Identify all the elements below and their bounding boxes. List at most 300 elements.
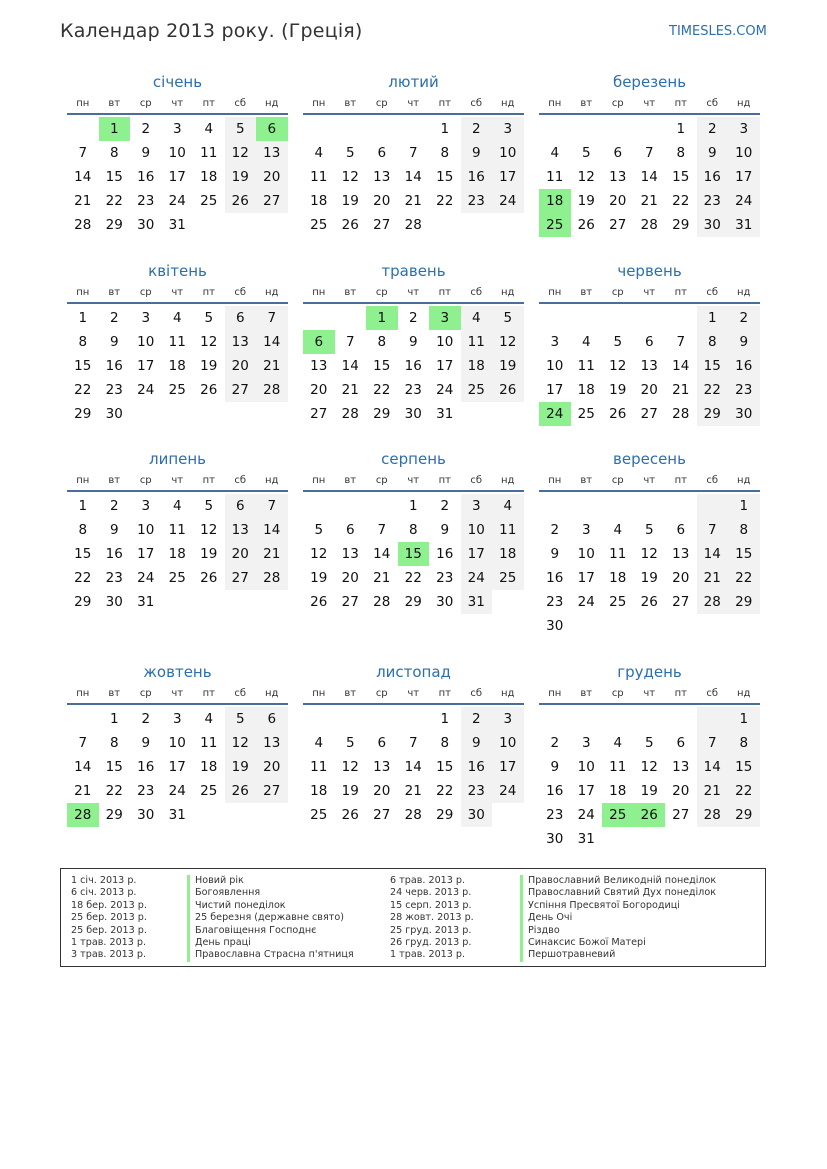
- day-cell[interactable]: 6: [256, 707, 288, 731]
- day-cell[interactable]: 14: [404, 169, 422, 185]
- day-cell[interactable]: 14: [373, 546, 391, 562]
- day-cell[interactable]: 25: [602, 803, 634, 827]
- day-cell[interactable]: 13: [225, 518, 257, 542]
- day-cell[interactable]: 15: [436, 759, 454, 775]
- day-cell[interactable]: 12: [310, 546, 328, 562]
- day-cell[interactable]: 23: [461, 189, 493, 213]
- day-cell[interactable]: 20: [225, 542, 257, 566]
- day-cell[interactable]: 22: [105, 193, 123, 209]
- day-cell[interactable]: 23: [137, 193, 155, 209]
- day-cell[interactable]: 13: [640, 358, 658, 374]
- day-cell[interactable]: 7: [697, 731, 729, 755]
- day-cell[interactable]: 24: [436, 382, 454, 398]
- day-cell[interactable]: 3: [429, 306, 461, 330]
- day-cell[interactable]: 4: [314, 735, 324, 751]
- day-cell[interactable]: 2: [461, 117, 493, 141]
- day-cell[interactable]: 27: [373, 807, 391, 823]
- day-cell[interactable]: 24: [168, 783, 186, 799]
- day-cell[interactable]: 11: [310, 169, 328, 185]
- day-cell[interactable]: 27: [609, 217, 627, 233]
- day-cell[interactable]: 5: [613, 334, 623, 350]
- day-cell[interactable]: 15: [398, 542, 430, 566]
- day-cell[interactable]: 17: [436, 358, 454, 374]
- day-cell[interactable]: 28: [373, 594, 391, 610]
- day-cell[interactable]: 6: [377, 145, 387, 161]
- day-cell[interactable]: 25: [200, 783, 218, 799]
- day-cell[interactable]: 18: [492, 542, 524, 566]
- day-cell[interactable]: 15: [373, 358, 391, 374]
- day-cell[interactable]: 14: [256, 330, 288, 354]
- day-cell[interactable]: 10: [461, 518, 493, 542]
- day-cell[interactable]: 10: [728, 141, 760, 165]
- day-cell[interactable]: 11: [200, 145, 218, 161]
- day-cell[interactable]: 4: [204, 711, 214, 727]
- day-cell[interactable]: 24: [137, 382, 155, 398]
- day-cell[interactable]: 1: [99, 117, 131, 141]
- day-cell[interactable]: 9: [109, 522, 119, 538]
- day-cell[interactable]: 24: [577, 807, 595, 823]
- day-cell[interactable]: 7: [408, 145, 418, 161]
- day-cell[interactable]: 10: [137, 522, 155, 538]
- day-cell[interactable]: 6: [377, 735, 387, 751]
- day-cell[interactable]: 26: [640, 594, 658, 610]
- day-cell[interactable]: 30: [546, 831, 564, 847]
- day-cell[interactable]: 8: [109, 145, 119, 161]
- day-cell[interactable]: 25: [539, 213, 571, 237]
- day-cell[interactable]: 21: [373, 570, 391, 586]
- day-cell[interactable]: 9: [408, 334, 418, 350]
- day-cell[interactable]: 12: [640, 759, 658, 775]
- day-cell[interactable]: 9: [440, 522, 450, 538]
- day-cell[interactable]: 29: [436, 807, 454, 823]
- day-cell[interactable]: 30: [546, 618, 564, 634]
- day-cell[interactable]: 6: [345, 522, 355, 538]
- day-cell[interactable]: 31: [577, 831, 595, 847]
- day-cell[interactable]: 19: [200, 546, 218, 562]
- day-cell[interactable]: 11: [461, 330, 493, 354]
- day-cell[interactable]: 13: [672, 546, 690, 562]
- day-cell[interactable]: 8: [377, 334, 387, 350]
- day-cell[interactable]: 30: [436, 594, 454, 610]
- day-cell[interactable]: 1: [109, 711, 119, 727]
- day-cell[interactable]: 20: [672, 783, 690, 799]
- day-cell[interactable]: 11: [546, 169, 564, 185]
- day-cell[interactable]: 24: [461, 566, 493, 590]
- day-cell[interactable]: 8: [440, 145, 450, 161]
- day-cell[interactable]: 28: [697, 590, 729, 614]
- day-cell[interactable]: 19: [640, 783, 658, 799]
- day-cell[interactable]: 12: [341, 759, 359, 775]
- day-cell[interactable]: 3: [492, 707, 524, 731]
- day-cell[interactable]: 8: [109, 735, 119, 751]
- day-cell[interactable]: 8: [78, 334, 88, 350]
- day-cell[interactable]: 10: [492, 141, 524, 165]
- day-cell[interactable]: 10: [546, 358, 564, 374]
- day-cell[interactable]: 5: [225, 117, 257, 141]
- day-cell[interactable]: 29: [728, 803, 760, 827]
- day-cell[interactable]: 29: [672, 217, 690, 233]
- day-cell[interactable]: 26: [634, 803, 666, 827]
- day-cell[interactable]: 26: [200, 570, 218, 586]
- day-cell[interactable]: 15: [697, 354, 729, 378]
- day-cell[interactable]: 16: [105, 546, 123, 562]
- day-cell[interactable]: 26: [200, 382, 218, 398]
- day-cell[interactable]: 27: [225, 378, 257, 402]
- day-cell[interactable]: 8: [728, 731, 760, 755]
- day-cell[interactable]: 29: [74, 406, 92, 422]
- day-cell[interactable]: 21: [341, 382, 359, 398]
- day-cell[interactable]: 26: [310, 594, 328, 610]
- day-cell[interactable]: 12: [200, 334, 218, 350]
- day-cell[interactable]: 2: [408, 310, 418, 326]
- day-cell[interactable]: 28: [697, 803, 729, 827]
- day-cell[interactable]: 23: [546, 594, 564, 610]
- day-cell[interactable]: 17: [137, 358, 155, 374]
- day-cell[interactable]: 1: [366, 306, 398, 330]
- day-cell[interactable]: 7: [644, 145, 654, 161]
- day-cell[interactable]: 5: [204, 310, 214, 326]
- day-cell[interactable]: 15: [74, 546, 92, 562]
- day-cell[interactable]: 9: [550, 546, 560, 562]
- day-cell[interactable]: 22: [74, 570, 92, 586]
- day-cell[interactable]: 3: [550, 334, 560, 350]
- day-cell[interactable]: 21: [256, 354, 288, 378]
- day-cell[interactable]: 31: [436, 406, 454, 422]
- day-cell[interactable]: 8: [78, 522, 88, 538]
- day-cell[interactable]: 22: [74, 382, 92, 398]
- day-cell[interactable]: 2: [440, 498, 450, 514]
- day-cell[interactable]: 24: [577, 594, 595, 610]
- day-cell[interactable]: 9: [550, 759, 560, 775]
- day-cell[interactable]: 21: [640, 193, 658, 209]
- day-cell[interactable]: 5: [492, 306, 524, 330]
- day-cell[interactable]: 6: [644, 334, 654, 350]
- day-cell[interactable]: 1: [78, 310, 88, 326]
- day-cell[interactable]: 8: [676, 145, 686, 161]
- day-cell[interactable]: 17: [546, 382, 564, 398]
- day-cell[interactable]: 30: [728, 402, 760, 426]
- day-cell[interactable]: 1: [440, 121, 450, 137]
- day-cell[interactable]: 13: [609, 169, 627, 185]
- day-cell[interactable]: 13: [373, 169, 391, 185]
- day-cell[interactable]: 23: [697, 189, 729, 213]
- day-cell[interactable]: 17: [461, 542, 493, 566]
- day-cell[interactable]: 13: [225, 330, 257, 354]
- day-cell[interactable]: 29: [105, 217, 123, 233]
- day-cell[interactable]: 8: [697, 330, 729, 354]
- day-cell[interactable]: 28: [404, 807, 422, 823]
- day-cell[interactable]: 4: [613, 522, 623, 538]
- day-cell[interactable]: 17: [577, 570, 595, 586]
- day-cell[interactable]: 26: [225, 189, 257, 213]
- day-cell[interactable]: 15: [728, 542, 760, 566]
- day-cell[interactable]: 12: [225, 141, 257, 165]
- day-cell[interactable]: 18: [609, 570, 627, 586]
- day-cell[interactable]: 3: [492, 117, 524, 141]
- day-cell[interactable]: 22: [436, 783, 454, 799]
- day-cell[interactable]: 28: [640, 217, 658, 233]
- day-cell[interactable]: 6: [303, 330, 335, 354]
- day-cell[interactable]: 19: [640, 570, 658, 586]
- day-cell[interactable]: 22: [105, 783, 123, 799]
- day-cell[interactable]: 31: [728, 213, 760, 237]
- day-cell[interactable]: 28: [341, 406, 359, 422]
- day-cell[interactable]: 22: [728, 566, 760, 590]
- day-cell[interactable]: 19: [341, 783, 359, 799]
- day-cell[interactable]: 11: [200, 735, 218, 751]
- day-cell[interactable]: 18: [168, 358, 186, 374]
- day-cell[interactable]: 27: [225, 566, 257, 590]
- day-cell[interactable]: 4: [581, 334, 591, 350]
- day-cell[interactable]: 1: [697, 306, 729, 330]
- day-cell[interactable]: 27: [256, 779, 288, 803]
- day-cell[interactable]: 24: [492, 189, 524, 213]
- day-cell[interactable]: 24: [728, 189, 760, 213]
- day-cell[interactable]: 3: [461, 494, 493, 518]
- day-cell[interactable]: 7: [697, 518, 729, 542]
- day-cell[interactable]: 28: [256, 566, 288, 590]
- day-cell[interactable]: 26: [341, 807, 359, 823]
- day-cell[interactable]: 9: [461, 141, 493, 165]
- day-cell[interactable]: 29: [373, 406, 391, 422]
- day-cell[interactable]: 31: [461, 590, 493, 614]
- day-cell[interactable]: 23: [461, 779, 493, 803]
- day-cell[interactable]: 23: [105, 570, 123, 586]
- day-cell[interactable]: 29: [105, 807, 123, 823]
- day-cell[interactable]: 3: [141, 310, 151, 326]
- day-cell[interactable]: 19: [609, 382, 627, 398]
- day-cell[interactable]: 27: [640, 406, 658, 422]
- day-cell[interactable]: 4: [314, 145, 324, 161]
- day-cell[interactable]: 28: [672, 406, 690, 422]
- day-cell[interactable]: 20: [609, 193, 627, 209]
- day-cell[interactable]: 12: [225, 731, 257, 755]
- day-cell[interactable]: 12: [577, 169, 595, 185]
- day-cell[interactable]: 16: [137, 759, 155, 775]
- day-cell[interactable]: 2: [141, 711, 151, 727]
- day-cell[interactable]: 7: [78, 735, 88, 751]
- day-cell[interactable]: 11: [310, 759, 328, 775]
- day-cell[interactable]: 17: [492, 165, 524, 189]
- day-cell[interactable]: 13: [256, 731, 288, 755]
- day-cell[interactable]: 2: [461, 707, 493, 731]
- day-cell[interactable]: 30: [105, 594, 123, 610]
- day-cell[interactable]: 18: [168, 546, 186, 562]
- day-cell[interactable]: 6: [676, 735, 686, 751]
- day-cell[interactable]: 17: [577, 783, 595, 799]
- day-cell[interactable]: 23: [137, 783, 155, 799]
- day-cell[interactable]: 20: [256, 755, 288, 779]
- day-cell[interactable]: 14: [74, 759, 92, 775]
- day-cell[interactable]: 16: [105, 358, 123, 374]
- day-cell[interactable]: 15: [728, 755, 760, 779]
- day-cell[interactable]: 16: [137, 169, 155, 185]
- day-cell[interactable]: 23: [105, 382, 123, 398]
- day-cell[interactable]: 18: [200, 759, 218, 775]
- day-cell[interactable]: 14: [672, 358, 690, 374]
- day-cell[interactable]: 1: [728, 494, 760, 518]
- day-cell[interactable]: 9: [697, 141, 729, 165]
- day-cell[interactable]: 29: [728, 590, 760, 614]
- day-cell[interactable]: 17: [492, 755, 524, 779]
- day-cell[interactable]: 12: [200, 522, 218, 538]
- day-cell[interactable]: 19: [200, 358, 218, 374]
- day-cell[interactable]: 5: [204, 498, 214, 514]
- day-cell[interactable]: 30: [697, 213, 729, 237]
- day-cell[interactable]: 26: [577, 217, 595, 233]
- day-cell[interactable]: 3: [172, 711, 182, 727]
- day-cell[interactable]: 2: [728, 306, 760, 330]
- day-cell[interactable]: 2: [550, 522, 560, 538]
- day-cell[interactable]: 14: [256, 518, 288, 542]
- day-cell[interactable]: 1: [676, 121, 686, 137]
- day-cell[interactable]: 9: [728, 330, 760, 354]
- day-cell[interactable]: 31: [168, 807, 186, 823]
- day-cell[interactable]: 7: [408, 735, 418, 751]
- day-cell[interactable]: 31: [137, 594, 155, 610]
- day-cell[interactable]: 20: [373, 783, 391, 799]
- day-cell[interactable]: 22: [373, 382, 391, 398]
- day-cell[interactable]: 19: [225, 755, 257, 779]
- day-cell[interactable]: 24: [492, 779, 524, 803]
- day-cell[interactable]: 10: [137, 334, 155, 350]
- day-cell[interactable]: 23: [404, 382, 422, 398]
- day-cell[interactable]: 25: [168, 382, 186, 398]
- day-cell[interactable]: 3: [172, 121, 182, 137]
- day-cell[interactable]: 16: [461, 755, 493, 779]
- day-cell[interactable]: 17: [168, 169, 186, 185]
- day-cell[interactable]: 30: [105, 406, 123, 422]
- day-cell[interactable]: 11: [577, 358, 595, 374]
- day-cell[interactable]: 19: [577, 193, 595, 209]
- day-cell[interactable]: 3: [728, 117, 760, 141]
- day-cell[interactable]: 30: [137, 217, 155, 233]
- day-cell[interactable]: 25: [492, 566, 524, 590]
- day-cell[interactable]: 11: [492, 518, 524, 542]
- day-cell[interactable]: 21: [672, 382, 690, 398]
- day-cell[interactable]: 5: [345, 735, 355, 751]
- day-cell[interactable]: 25: [310, 217, 328, 233]
- day-cell[interactable]: 16: [436, 546, 454, 562]
- brand-link[interactable]: TIMESLES.COM: [669, 24, 767, 39]
- day-cell[interactable]: 17: [137, 546, 155, 562]
- day-cell[interactable]: 18: [609, 783, 627, 799]
- day-cell[interactable]: 19: [310, 570, 328, 586]
- day-cell[interactable]: 7: [345, 334, 355, 350]
- day-cell[interactable]: 6: [225, 494, 257, 518]
- day-cell[interactable]: 18: [310, 783, 328, 799]
- day-cell[interactable]: 10: [168, 145, 186, 161]
- day-cell[interactable]: 25: [577, 406, 595, 422]
- day-cell[interactable]: 6: [256, 117, 288, 141]
- day-cell[interactable]: 7: [256, 494, 288, 518]
- day-cell[interactable]: 27: [256, 189, 288, 213]
- day-cell[interactable]: 12: [640, 546, 658, 562]
- day-cell[interactable]: 29: [697, 402, 729, 426]
- day-cell[interactable]: 7: [78, 145, 88, 161]
- day-cell[interactable]: 20: [256, 165, 288, 189]
- day-cell[interactable]: 21: [404, 193, 422, 209]
- day-cell[interactable]: 13: [672, 759, 690, 775]
- day-cell[interactable]: 22: [436, 193, 454, 209]
- day-cell[interactable]: 30: [137, 807, 155, 823]
- day-cell[interactable]: 1: [408, 498, 418, 514]
- day-cell[interactable]: 25: [310, 807, 328, 823]
- day-cell[interactable]: 9: [141, 735, 151, 751]
- day-cell[interactable]: 14: [404, 759, 422, 775]
- day-cell[interactable]: 14: [697, 542, 729, 566]
- day-cell[interactable]: 30: [404, 406, 422, 422]
- day-cell[interactable]: 5: [644, 522, 654, 538]
- day-cell[interactable]: 10: [168, 735, 186, 751]
- day-cell[interactable]: 13: [256, 141, 288, 165]
- day-cell[interactable]: 14: [341, 358, 359, 374]
- day-cell[interactable]: 16: [546, 570, 564, 586]
- day-cell[interactable]: 25: [168, 570, 186, 586]
- day-cell[interactable]: 18: [310, 193, 328, 209]
- day-cell[interactable]: 22: [404, 570, 422, 586]
- day-cell[interactable]: 22: [697, 378, 729, 402]
- day-cell[interactable]: 23: [436, 570, 454, 586]
- day-cell[interactable]: 10: [577, 546, 595, 562]
- day-cell[interactable]: 28: [256, 378, 288, 402]
- day-cell[interactable]: 8: [408, 522, 418, 538]
- day-cell[interactable]: 28: [67, 803, 99, 827]
- day-cell[interactable]: 10: [492, 731, 524, 755]
- day-cell[interactable]: 21: [404, 783, 422, 799]
- day-cell[interactable]: 20: [341, 570, 359, 586]
- day-cell[interactable]: 9: [461, 731, 493, 755]
- day-cell[interactable]: 5: [345, 145, 355, 161]
- day-cell[interactable]: 4: [204, 121, 214, 137]
- day-cell[interactable]: 5: [225, 707, 257, 731]
- day-cell[interactable]: 20: [310, 382, 328, 398]
- day-cell[interactable]: 26: [225, 779, 257, 803]
- day-cell[interactable]: 27: [373, 217, 391, 233]
- day-cell[interactable]: 8: [728, 518, 760, 542]
- day-cell[interactable]: 3: [141, 498, 151, 514]
- day-cell[interactable]: 4: [550, 145, 560, 161]
- day-cell[interactable]: 27: [672, 807, 690, 823]
- day-cell[interactable]: 6: [676, 522, 686, 538]
- day-cell[interactable]: 21: [74, 783, 92, 799]
- day-cell[interactable]: 26: [609, 406, 627, 422]
- day-cell[interactable]: 5: [644, 735, 654, 751]
- day-cell[interactable]: 27: [310, 406, 328, 422]
- day-cell[interactable]: 4: [461, 306, 493, 330]
- day-cell[interactable]: 30: [461, 803, 493, 827]
- day-cell[interactable]: 22: [672, 193, 690, 209]
- day-cell[interactable]: 12: [341, 169, 359, 185]
- day-cell[interactable]: 15: [74, 358, 92, 374]
- day-cell[interactable]: 5: [581, 145, 591, 161]
- day-cell[interactable]: 16: [461, 165, 493, 189]
- day-cell[interactable]: 4: [613, 735, 623, 751]
- day-cell[interactable]: 24: [539, 402, 571, 426]
- day-cell[interactable]: 15: [672, 169, 690, 185]
- day-cell[interactable]: 14: [640, 169, 658, 185]
- day-cell[interactable]: 16: [697, 165, 729, 189]
- day-cell[interactable]: 22: [728, 779, 760, 803]
- day-cell[interactable]: 10: [577, 759, 595, 775]
- day-cell[interactable]: 20: [672, 570, 690, 586]
- day-cell[interactable]: 3: [581, 735, 591, 751]
- day-cell[interactable]: 18: [200, 169, 218, 185]
- day-cell[interactable]: 13: [310, 358, 328, 374]
- day-cell[interactable]: 11: [168, 522, 186, 538]
- day-cell[interactable]: 18: [577, 382, 595, 398]
- day-cell[interactable]: 15: [436, 169, 454, 185]
